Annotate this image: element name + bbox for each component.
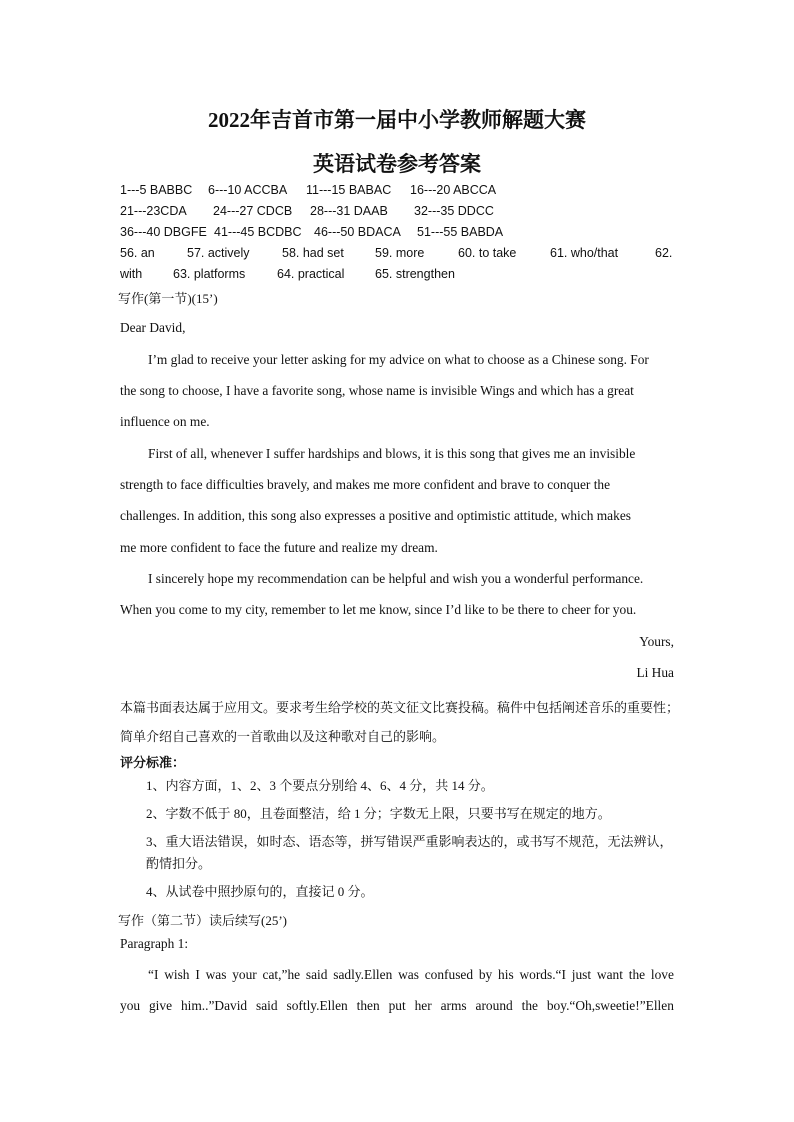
letter-line: the song to choose, I have a favorite song, whose name is invisible Wings and which has a great xyxy=(120,383,634,398)
answer-key-item: 60. to take xyxy=(458,246,517,260)
section-heading: 写作（第二节）读后续写(25’) xyxy=(118,913,287,928)
document-title: 2022年吉首市第一届中小学教师解题大赛 xyxy=(208,108,586,132)
letter-salutation: Dear David, xyxy=(120,320,186,335)
word: “I xyxy=(148,967,159,982)
scoring-heading: 评分标准： xyxy=(120,755,186,770)
answer-key-item: 61. who/that xyxy=(550,246,619,260)
letter-line: I sincerely hope my recommendation can be helpful and wish you a wonderful performance. xyxy=(148,571,644,586)
continuation-line xyxy=(120,998,674,1014)
word: was xyxy=(205,967,227,982)
word: by xyxy=(478,967,493,982)
word: words.“I xyxy=(519,967,566,982)
scoring-item: 1、内容方面，1、2、3 个要点分别给 4、6、4 分，共 14 分。 xyxy=(146,778,494,793)
word: wish xyxy=(164,967,190,982)
letter-closing: Yours, xyxy=(639,634,674,649)
answer-key-item: 46---50 BDACA xyxy=(314,225,401,239)
answer-key-item: 1---5 BABBC xyxy=(120,183,193,197)
word: then xyxy=(356,998,380,1013)
answer-key-item: 62. xyxy=(655,246,673,260)
word: the xyxy=(521,998,538,1013)
letter-line: When you come to my city, remember to let me know, since I’d like to be there to cheer for you. xyxy=(120,602,637,617)
scoring-item: 2、字数不低于 80，且卷面整洁，给 1 分；字数无上限，只要书写在规定的地方。 xyxy=(146,806,611,821)
word: was xyxy=(398,967,419,982)
answer-key-item: 28---31 DAAB xyxy=(310,204,388,218)
answer-key-item: 11---15 BABAC xyxy=(306,183,392,197)
word: give xyxy=(148,998,173,1013)
letter-line: challenges. In addition, this song also expresses a positive and optimistic attitude, which makes xyxy=(120,508,631,523)
word: cat,”he xyxy=(262,967,301,982)
word: arms xyxy=(440,998,467,1013)
letter-line: influence on me. xyxy=(120,414,210,429)
word: I xyxy=(195,967,200,982)
answer-key-item: 64. practical xyxy=(277,267,345,281)
letter-signature: Li Hua xyxy=(636,665,674,680)
letter-line: me more confident to face the future and realize my dream. xyxy=(120,540,438,555)
word: put xyxy=(388,998,406,1013)
answer-key-item: 24---27 CDCB xyxy=(213,204,293,218)
word: boy.“Oh,sweetie!”Ellen xyxy=(546,998,674,1013)
document-subtitle: 英语试卷参考答案 xyxy=(313,152,481,176)
answer-key-item: 16---20 ABCCA xyxy=(410,183,497,197)
word: the xyxy=(628,967,646,982)
answer-key-item: 58. had set xyxy=(282,246,344,260)
answer-key-item: 56. an xyxy=(120,246,155,260)
word: just xyxy=(571,967,592,982)
writing-note: 本篇书面表达属于应用文。要求考生给学校的英文征文比赛投稿。稿件中包括阐述音乐的重要性； xyxy=(120,700,680,715)
answer-key-item: 57. actively xyxy=(187,246,250,260)
answer-key-item: 41---45 BCDBC xyxy=(214,225,302,239)
answer-key-item: 36---40 DBGFE xyxy=(120,225,207,239)
word: said xyxy=(256,998,278,1013)
scoring-item: 酌情扣分。 xyxy=(146,856,212,871)
answer-key-item: 21---23CDA xyxy=(120,204,187,218)
word: his xyxy=(498,967,514,982)
section-heading: 写作(第一节)(15’) xyxy=(118,291,218,306)
word: him..”David xyxy=(180,998,248,1013)
writing-note: 简单介绍自己喜欢的一首歌曲以及这种歌对自己的影响。 xyxy=(120,729,446,744)
word: confused xyxy=(424,967,474,982)
scoring-item: 4、从试卷中照抄原句的，直接记 0 分。 xyxy=(146,884,374,899)
answer-key-item: 65. strengthen xyxy=(375,267,455,281)
word: her xyxy=(414,998,432,1013)
word: softly.Ellen xyxy=(286,998,348,1013)
scoring-item: 3、重大语法错误，如时态、语态等，拼写错误严重影响表达的，或书写不规范，无法辨认， xyxy=(146,834,673,849)
word: you xyxy=(120,998,141,1013)
word: want xyxy=(596,967,623,982)
answer-key-item: 32---35 DDCC xyxy=(414,204,494,218)
word: love xyxy=(650,967,674,982)
word: your xyxy=(232,967,257,982)
answer-key-item: 59. more xyxy=(375,246,425,260)
answer-key-item: 6---10 ACCBA xyxy=(208,183,288,197)
continuation-line xyxy=(148,967,674,983)
answer-key-item: 63. platforms xyxy=(173,267,246,281)
answer-key-item: with xyxy=(120,267,143,281)
letter-line: strength to face difficulties bravely, and makes me more confident and brave to conquer the xyxy=(120,477,611,492)
word: around xyxy=(475,998,513,1013)
letter-line: I’m glad to receive your letter asking for my advice on what to choose as a Chinese song. For xyxy=(148,352,649,367)
paragraph-label: Paragraph 1: xyxy=(120,936,189,951)
word: said xyxy=(305,967,328,982)
word: sadly.Ellen xyxy=(333,967,393,982)
letter-line: First of all, whenever I suffer hardships and blows, it is this song that gives me an invisible xyxy=(148,446,636,461)
answer-key-item: 51---55 BABDA xyxy=(417,225,504,239)
